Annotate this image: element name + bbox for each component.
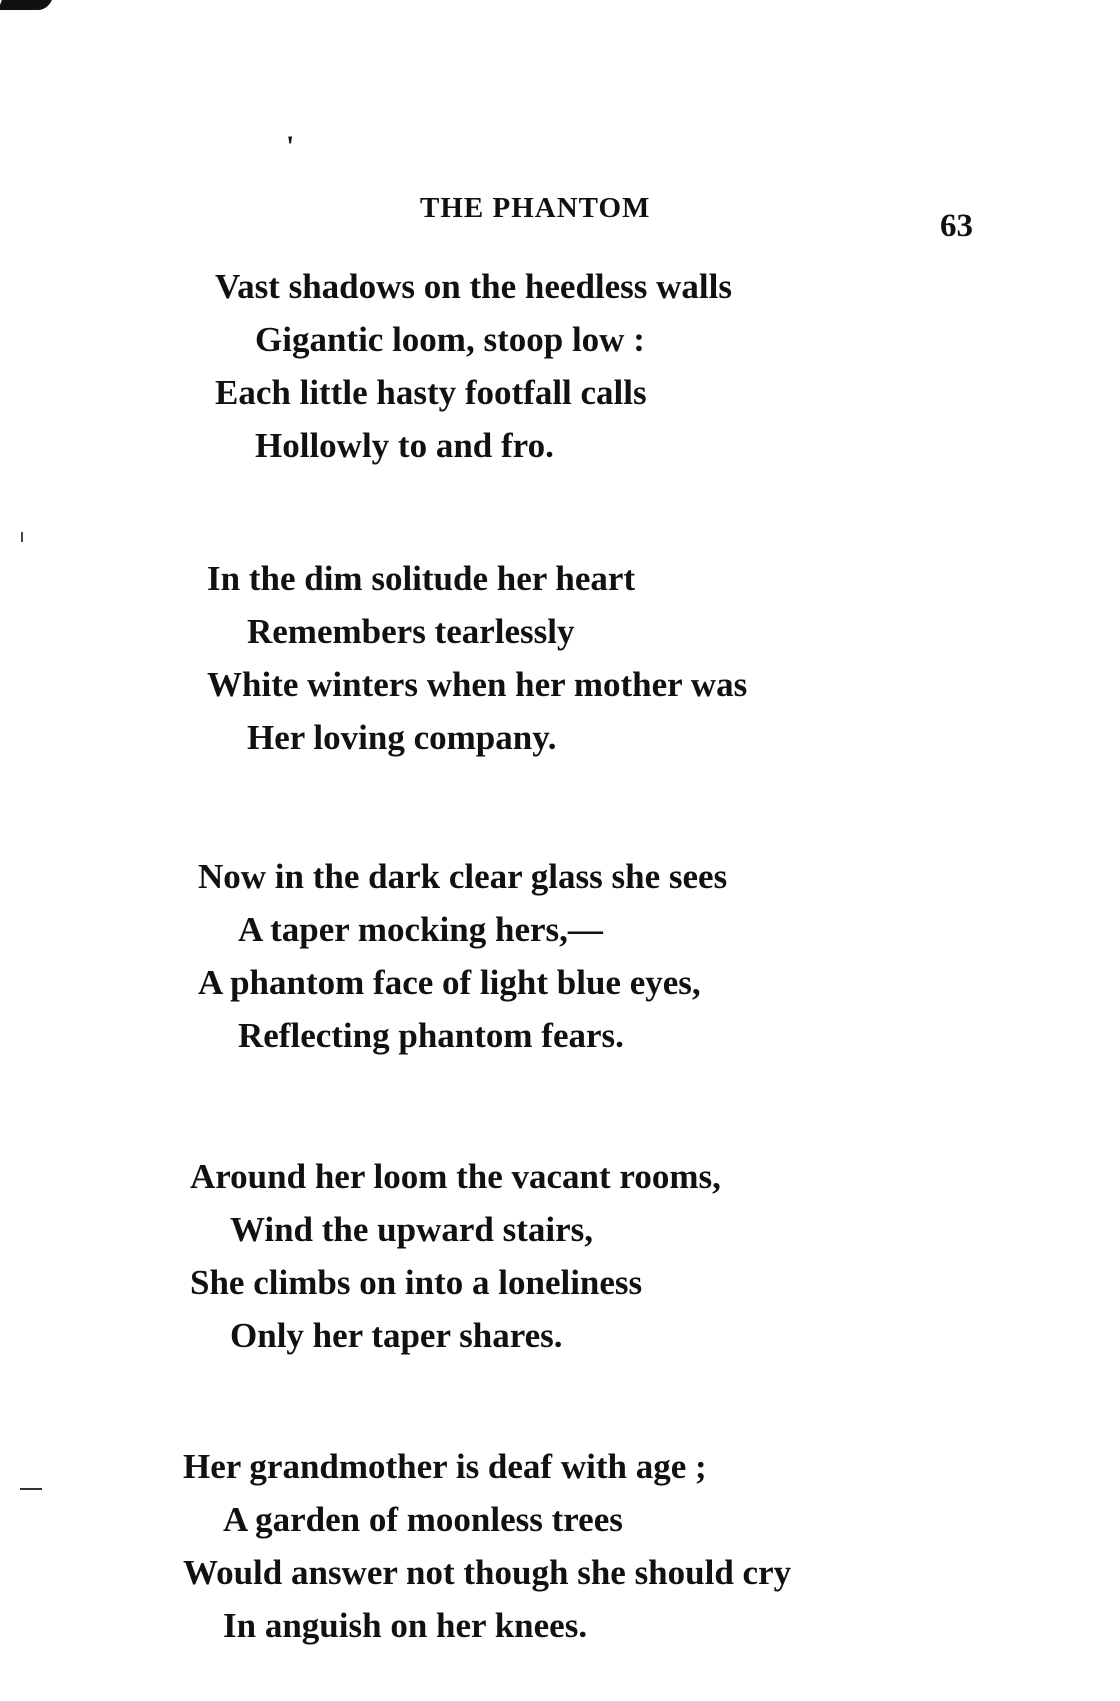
poem-line: Vast shadows on the heedless walls: [215, 267, 733, 306]
poem-line: Each little hasty footfall calls: [215, 373, 647, 412]
poem-line: Would answer not though she should cry: [183, 1553, 792, 1592]
poem-line: White winters when her mother was: [207, 665, 748, 704]
poem-line: In anguish on her knees.: [223, 1606, 588, 1645]
poem-line: A phantom face of light blue eyes,: [198, 963, 701, 1002]
stanza-3: [198, 850, 998, 1062]
poem-line: Hollowly to and fro.: [255, 426, 554, 465]
poem-line: She climbs on into a loneliness: [190, 1263, 643, 1302]
margin-dash-mark: [20, 1488, 42, 1490]
margin-tick-mark: [21, 532, 23, 542]
poem-line: Her loving company.: [247, 718, 557, 757]
poem-line: Remembers tearlessly: [247, 612, 575, 651]
poem-line: Around her loom the vacant rooms,: [190, 1157, 721, 1196]
stray-punctuation-mark: ': [286, 130, 295, 163]
poem-line: Reflecting phantom fears.: [238, 1016, 624, 1055]
stanza-5: [183, 1440, 983, 1652]
corner-ink-mark: [0, 0, 52, 10]
poem-line: A taper mocking hers,—: [238, 910, 603, 949]
stanza-2: [207, 552, 1007, 764]
poem-line: Only her taper shares.: [230, 1316, 563, 1355]
poem-line: A garden of moonless trees: [223, 1500, 623, 1539]
poem-line: Wind the upward stairs,: [230, 1210, 594, 1249]
poem-line: Now in the dark clear glass she sees: [198, 857, 728, 896]
stanza-1: [215, 260, 1015, 472]
page-number: 63: [940, 208, 973, 244]
poem-line: Her grandmother is deaf with age ;: [183, 1447, 707, 1486]
poem-line: Gigantic loom, stoop low :: [255, 320, 645, 359]
stanza-4: [190, 1150, 990, 1362]
running-header-title: THE PHANTOM: [420, 192, 651, 224]
poem-line: In the dim solitude her heart: [207, 559, 636, 598]
